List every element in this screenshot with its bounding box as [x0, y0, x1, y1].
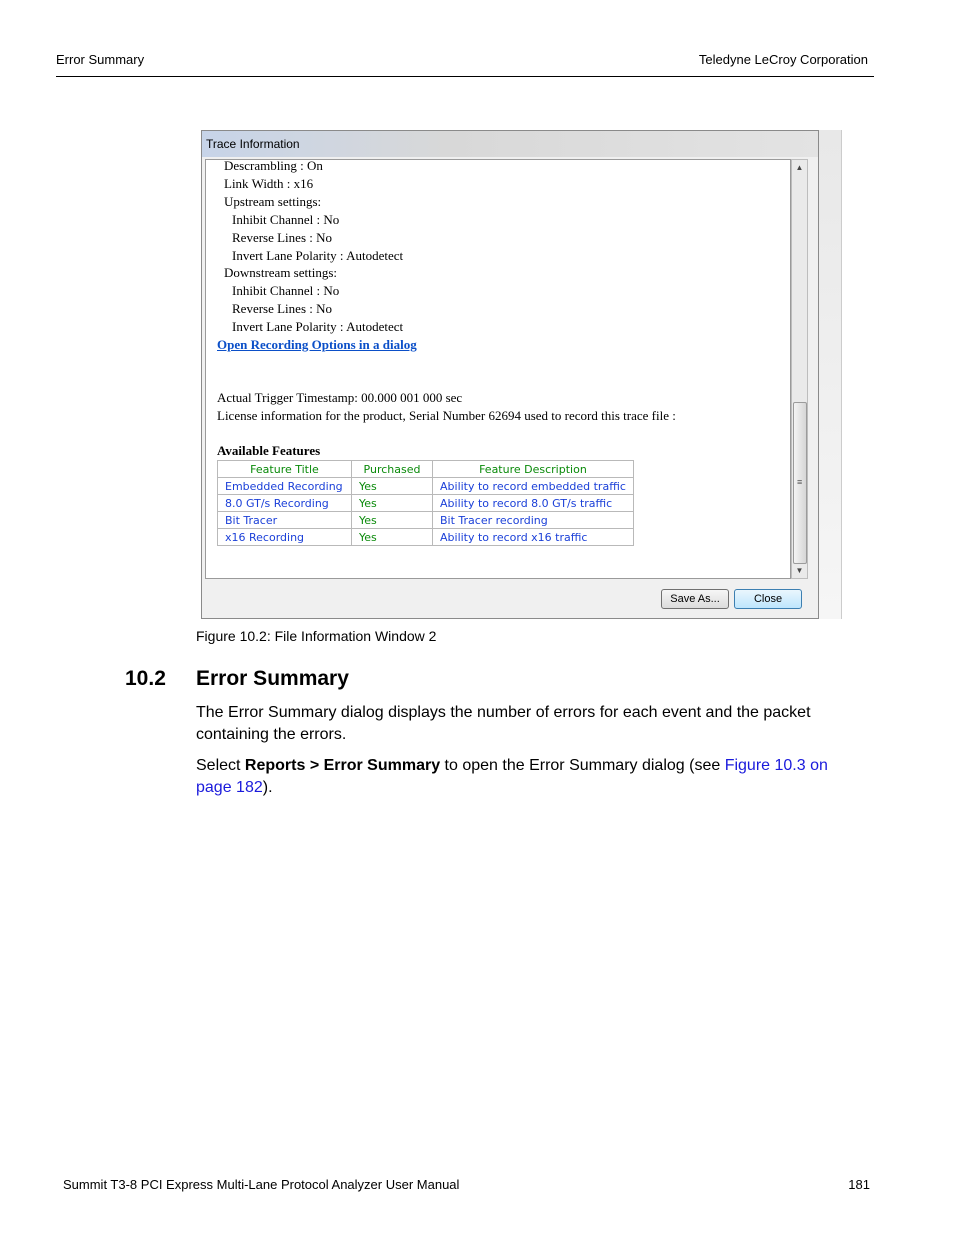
- feature-description-cell: Ability to record 8.0 GT/s traffic: [433, 495, 634, 512]
- menu-path: Reports > Error Summary: [244, 757, 441, 774]
- header-left: Error Summary: [56, 52, 145, 67]
- license-info: License information for the product, Serial Number 62694 used to record this trace file :: [217, 408, 676, 423]
- features-table: [217, 460, 634, 546]
- feature-description-cell: Ability to record embedded traffic: [433, 478, 634, 495]
- table-header-row: [218, 461, 634, 478]
- info-line: Invert Lane Polarity : Autodetect: [232, 248, 404, 263]
- info-line: Reverse Lines : No: [232, 230, 333, 245]
- purchased-cell: Yes: [352, 495, 433, 512]
- purchased-cell: Yes: [352, 529, 433, 546]
- window-background-edge: [819, 130, 842, 619]
- header-right: Teledyne LeCroy Corporation: [698, 52, 868, 67]
- table-row: [218, 495, 634, 512]
- purchased-cell: Yes: [352, 478, 433, 495]
- figure-cross-reference-link[interactable]: Figure 10.3 on page 182: [196, 757, 828, 796]
- page-number: 181: [848, 1177, 870, 1192]
- section-number: 10.2: [125, 667, 166, 690]
- info-line: Downstream settings:: [224, 265, 338, 280]
- grip-icon: ≡: [797, 477, 803, 487]
- info-line: Inhibit Channel : No: [232, 283, 340, 298]
- column-header: Feature Description: [433, 461, 634, 478]
- feature-title-cell: Bit Tracer: [218, 512, 352, 529]
- footer-manual-title: Summit T3-8 PCI Express Multi-Lane Protocol Analyzer User Manual: [63, 1177, 460, 1192]
- text-span: ).: [262, 779, 273, 796]
- scroll-up-icon[interactable]: ▲: [795, 163, 804, 172]
- table-row: [218, 529, 634, 546]
- feature-title-cell: Embedded Recording: [218, 478, 352, 495]
- purchased-cell: Yes: [352, 512, 433, 529]
- column-header: Purchased: [352, 461, 433, 478]
- figure-caption: Figure 10.2: File Information Window 2: [196, 628, 437, 644]
- table-row: [218, 512, 634, 529]
- info-line: Reverse Lines : No: [232, 301, 333, 316]
- info-line: Invert Lane Polarity : Autodetect: [232, 319, 404, 334]
- feature-description-cell: Bit Tracer recording: [433, 512, 634, 529]
- column-header: Feature Title: [218, 461, 352, 478]
- text-span: to open the Error Summary dialog (see: [440, 757, 725, 774]
- header-rule: [56, 76, 874, 77]
- text-span: Select: [196, 757, 245, 774]
- scroll-thumb[interactable]: [793, 402, 807, 564]
- section-title: Error Summary: [196, 667, 349, 690]
- feature-title-cell: x16 Recording: [218, 529, 352, 546]
- save-as-button[interactable]: Save As...: [661, 589, 729, 609]
- available-features-heading: Available Features: [217, 443, 321, 458]
- info-line: Link Width : x16: [224, 176, 314, 191]
- table-row: [218, 478, 634, 495]
- info-line: Inhibit Channel : No: [232, 212, 340, 227]
- trace-info-content: [205, 159, 791, 579]
- scroll-down-icon[interactable]: ▼: [795, 566, 804, 575]
- info-line: Upstream settings:: [224, 194, 322, 209]
- trigger-timestamp: Actual Trigger Timestamp: 00.000 001 000 sec: [217, 390, 463, 405]
- body-paragraph: The Error Summary dialog displays the number of errors for each event and the packet containing the errors.: [196, 704, 811, 743]
- feature-title-cell: 8.0 GT/s Recording: [218, 495, 352, 512]
- trace-information-window: [201, 130, 819, 619]
- feature-description-cell: Ability to record x16 traffic: [433, 529, 634, 546]
- open-recording-options-link[interactable]: Open Recording Options in a dialog: [217, 337, 417, 352]
- info-line: Descrambling : On: [224, 159, 323, 173]
- vertical-scrollbar[interactable]: [791, 159, 808, 579]
- close-button[interactable]: Close: [734, 589, 802, 609]
- window-title: Trace Information: [202, 131, 818, 157]
- body-paragraph-select: [196, 755, 864, 799]
